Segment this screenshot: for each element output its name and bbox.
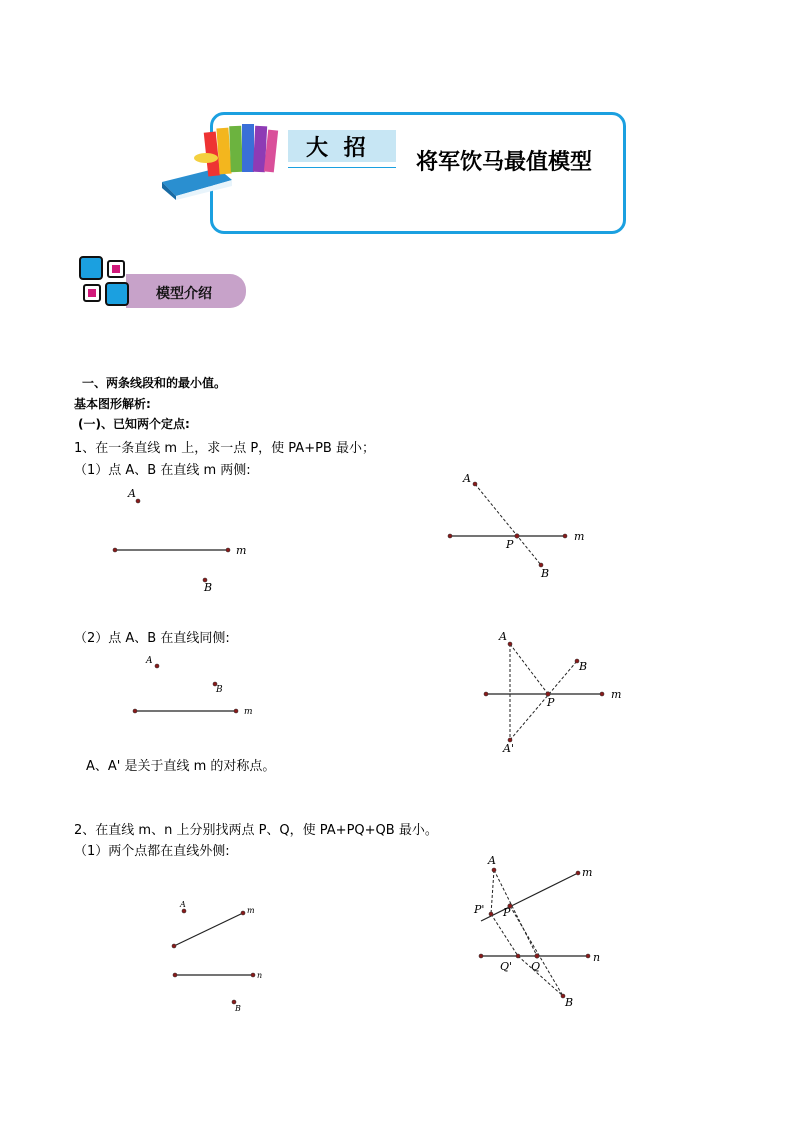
fig3r-label-P: P (503, 906, 511, 919)
fig3-line-m (174, 913, 243, 946)
fig2r-point-A (508, 642, 512, 646)
heading-3: (一)、已知两个定点: (78, 417, 190, 431)
fig2-point-A (155, 664, 159, 668)
fig1r-label-m: m (574, 530, 585, 543)
fig2r-label-A: A (499, 630, 507, 643)
fig3-point-end (172, 944, 176, 948)
fig3r-label-Q-prime: Q' (500, 960, 513, 973)
fig1r-point-A (473, 482, 477, 486)
page-title: 将军饮马最值模型 (416, 150, 593, 175)
fig1r-point-end (563, 534, 567, 538)
fig2r-AP (510, 644, 548, 694)
fig3-point-end (173, 973, 177, 977)
fig1-label-m: m (236, 544, 247, 557)
fig1r-label-B: B (541, 567, 550, 580)
fig1r-label-A: A (463, 472, 471, 485)
fig2r-label-P: P (547, 696, 555, 709)
fig3r-label-B: B (565, 996, 574, 1009)
fig1r-point-P (515, 534, 519, 538)
fig3r-point-Q (535, 954, 539, 958)
fig3-point-end (241, 911, 245, 915)
fig1-label-A: A (128, 487, 136, 500)
question-1: 1、在一条直线 m 上，求一点 P，使 PA+PB 最小； (74, 441, 375, 456)
header-label: 大 招 (306, 136, 370, 161)
case-1: （1）点 A、B 在直线 m 两侧: (74, 463, 251, 478)
fig2-label-B: B (216, 685, 223, 695)
fig2-label-m: m (244, 707, 253, 717)
fig2-point-end (133, 709, 137, 713)
fig2r-point-end (600, 692, 604, 696)
heading-2: 基本图形解析: (74, 397, 151, 411)
fig3r-point-end (586, 954, 590, 958)
fig3-label-n: n (257, 971, 263, 980)
fig3r-point-Q-prime (516, 954, 520, 958)
fig3-label-m: m (247, 906, 255, 915)
section-label: 模型介绍 (156, 286, 212, 302)
fig2-label-A: A (146, 656, 153, 666)
question-2: 2、在直线 m、n 上分别找两点 P、Q，使 PA+PQ+QB 最小。 (74, 823, 438, 838)
fig1-point-end (113, 548, 117, 552)
fig3r-point-end (576, 871, 580, 875)
fig3r-point-A (492, 868, 496, 872)
fig3-label-A: A (180, 900, 186, 909)
fig3r-point-P-prime (489, 912, 493, 916)
fig1-point-end (226, 548, 230, 552)
fig3r-dash-1 (491, 870, 494, 914)
fig3r-line-m (481, 873, 578, 921)
fig3r-dash-4 (510, 906, 563, 996)
fig2r-ApB (510, 661, 577, 740)
fig3r-point-end (479, 954, 483, 958)
fig3r-label-m: m (582, 866, 593, 879)
fig1r-segment-AB (475, 484, 541, 565)
fig3r-label-n: n (593, 951, 601, 964)
symmetry-note: A、A' 是关于直线 m 的对称点。 (86, 759, 276, 774)
fig3-point-A (182, 909, 186, 913)
fig3r-label-P-prime: P' (474, 903, 485, 916)
fig3-point-end (251, 973, 255, 977)
fig3r-label-Q: Q (531, 960, 541, 973)
fig3r-dash-3 (491, 914, 518, 956)
fig3r-dash-5 (518, 956, 563, 996)
fig1r-point-end (448, 534, 452, 538)
heading-1: 一、两条线段和的最小值。 (82, 376, 227, 390)
fig2r-point-end (484, 692, 488, 696)
fig2r-label-B: B (579, 660, 588, 673)
fig2r-label-m: m (611, 688, 622, 701)
case-3: （1）两个点都在直线外侧: (74, 844, 230, 859)
fig1-point-A (136, 499, 140, 503)
fig2-point-end (234, 709, 238, 713)
fig1-label-B: B (204, 581, 213, 594)
fig2r-label-A-prime: A' (503, 742, 514, 755)
fig3-label-B: B (235, 1004, 241, 1013)
fig1r-label-P: P (506, 538, 514, 551)
fig3r-dash-2 (494, 870, 537, 956)
case-2: （2）点 A、B 在直线同侧: (74, 631, 230, 646)
fig3r-label-A: A (488, 854, 496, 867)
